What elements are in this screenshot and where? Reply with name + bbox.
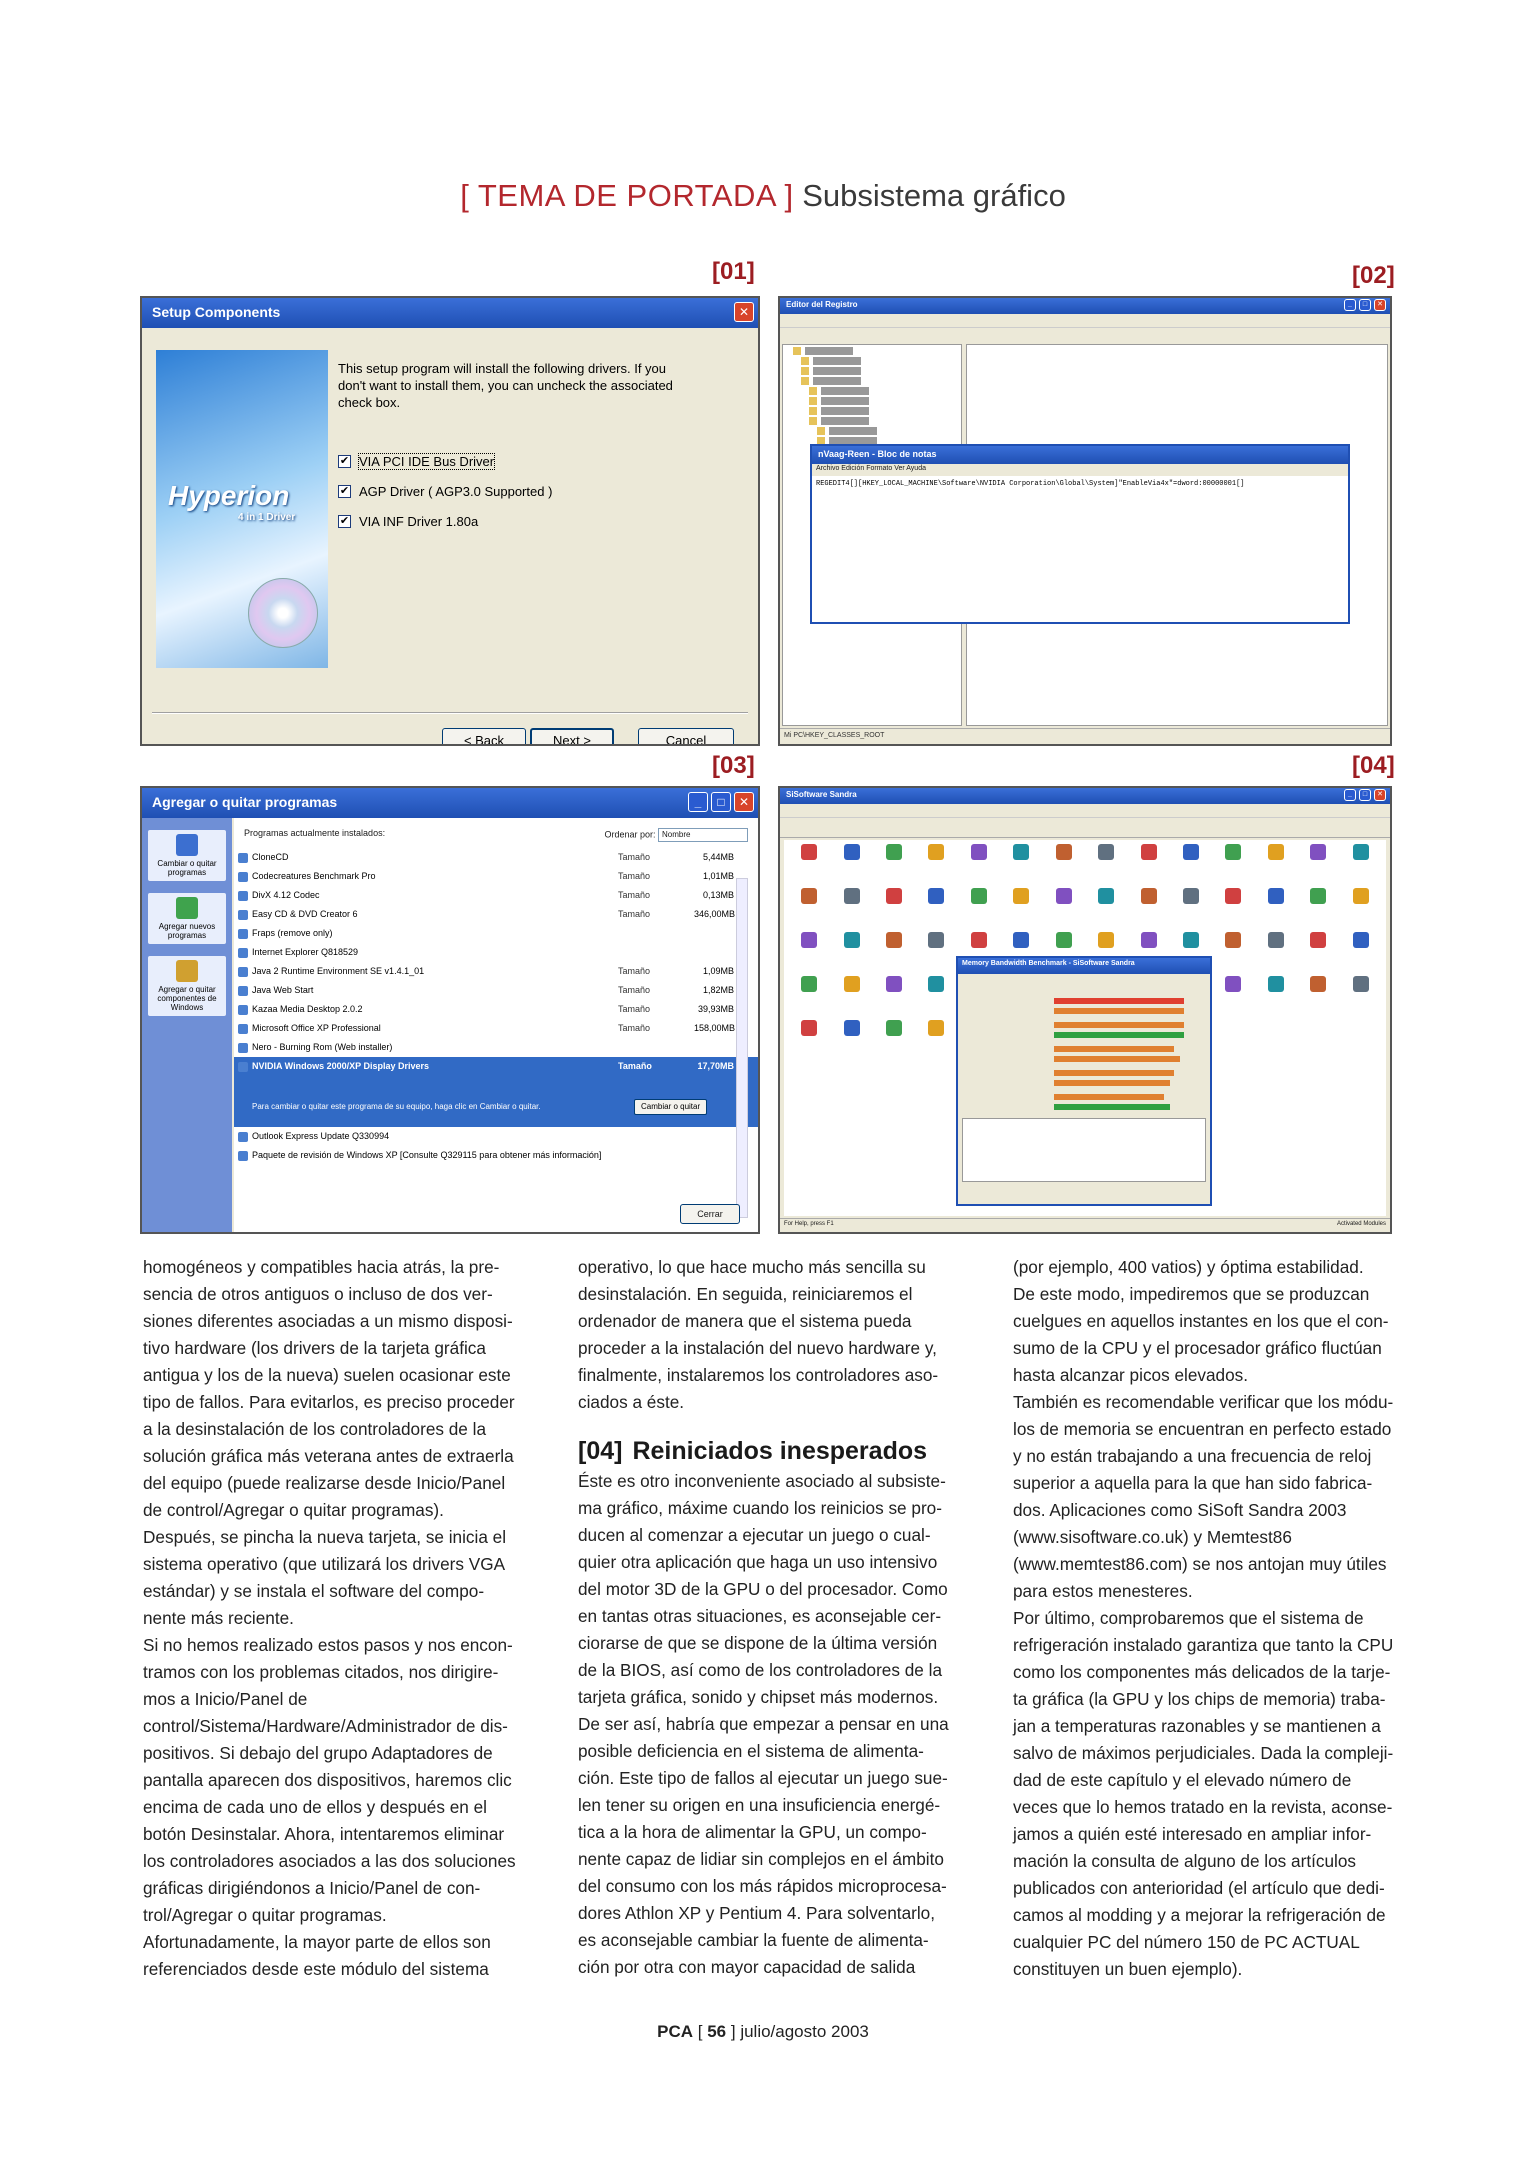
- cancel-button[interactable]: Cancel: [638, 728, 734, 746]
- text-line: jamos a quién esté interesado en ampliar infor-: [1013, 1824, 1372, 1844]
- text-line: encima de cada uno de ellos y después en el: [143, 1797, 487, 1817]
- module-icon[interactable]: [788, 976, 830, 1020]
- size-label: Tamaño: [618, 852, 651, 862]
- magazine-name: PCA: [657, 2022, 694, 2041]
- module-icon[interactable]: [1170, 888, 1212, 932]
- text-line: salvo de máximos perjudiciales. Dada la compleji-: [1013, 1743, 1394, 1763]
- program-row[interactable]: [234, 905, 758, 924]
- program-row[interactable]: [234, 1000, 758, 1019]
- size-value: 158,00MB: [694, 1023, 736, 1033]
- text-line: proceder a la instalación del nuevo hardware y,: [578, 1338, 937, 1358]
- text-line: ma gráfico, máxime cuando los reinicios se pro-: [578, 1498, 942, 1518]
- installed-programs-label: Programas actualmente instalados:: [244, 828, 386, 838]
- module-icon[interactable]: [1212, 888, 1254, 932]
- program-row[interactable]: [234, 962, 758, 981]
- module-icon[interactable]: [830, 976, 872, 1020]
- program-icon: [238, 910, 248, 920]
- text-line: en tantas otras situaciones, es aconsejable cer-: [578, 1606, 942, 1626]
- module-icon[interactable]: [1170, 844, 1212, 888]
- figure-02-screenshot: [778, 296, 1392, 746]
- setup-title-bar: [142, 298, 758, 328]
- text-line: trol/Agregar o quitar programas.: [143, 1905, 387, 1925]
- checkbox-agp-driver[interactable]: ✔ AGP Driver ( AGP3.0 Supported ): [339, 484, 553, 499]
- text-line: constituyen un buen ejemplo).: [1013, 1959, 1243, 1979]
- size-value: 39,93MB: [697, 1004, 734, 1014]
- text-line: referenciados desde este módulo del sistema: [143, 1959, 489, 1979]
- module-icon[interactable]: [1340, 932, 1382, 976]
- text-line: los de memoria se encuentran en perfecto estado: [1013, 1419, 1392, 1439]
- figure-04-screenshot: [778, 786, 1392, 1234]
- text-line: a la desinstalación de los controladores de la: [143, 1419, 487, 1439]
- text-line: También es recomendable verificar que los módu-: [1013, 1392, 1394, 1412]
- program-row[interactable]: [234, 924, 758, 943]
- size-value: 1,09MB: [702, 966, 734, 976]
- program-name: Java 2 Runtime Environment SE v1.4.1_01: [252, 966, 425, 976]
- text-line: De ser así, habría que empezar a pensar en una: [578, 1714, 949, 1734]
- text-line: veces que lo hemos tratado en la revista, aconse-: [1013, 1797, 1393, 1817]
- figure-label-03: [03]: [712, 752, 755, 779]
- figure-label-02: [02]: [1352, 262, 1395, 289]
- text-line: ciados a éste.: [578, 1392, 685, 1412]
- module-icon[interactable]: [1255, 844, 1297, 888]
- text-line: operativo, lo que hace mucho más sencilla su: [578, 1257, 926, 1277]
- cd-box-icon: [176, 834, 198, 856]
- task-change-remove[interactable]: Cambiar o quitar programas: [148, 830, 226, 881]
- text-line: Éste es otro inconveniente asociado al subsiste-: [578, 1471, 946, 1491]
- module-icon[interactable]: [830, 888, 872, 932]
- program-icon: [238, 929, 248, 939]
- close-button[interactable]: Cerrar: [680, 1204, 740, 1224]
- module-icon[interactable]: [873, 976, 915, 1020]
- text-line: y no están trabajando a una frecuencia de reloj: [1013, 1446, 1372, 1466]
- sort-dropdown[interactable]: Nombre: [658, 828, 748, 842]
- text-line: ta gráfica (la GPU y los chips de memoria) traba-: [1013, 1689, 1386, 1709]
- text-line: del motor 3D de la GPU o del procesador. Como: [578, 1579, 948, 1599]
- registry-status-bar: Mi PC\HKEY_CLASSES_ROOT: [780, 728, 1390, 744]
- notepad-content[interactable]: REGEDIT4[][HKEY_LOCAL_MACHINE\Software\NVIDIA Corporation\Global\System]"EnableVia4x"=dword:00000001[]: [816, 480, 1245, 488]
- text-line: (www.sisoftware.co.uk) y Memtest86: [1013, 1527, 1292, 1547]
- module-icon[interactable]: [1000, 888, 1042, 932]
- size-label: Tamaño: [618, 1023, 651, 1033]
- text-line: ción por otra con mayor capacidad de salida: [578, 1957, 916, 1977]
- program-name: Paquete de revisión de Windows XP [Consulte Q329115 para obtener más información]: [252, 1150, 602, 1160]
- program-icon: [238, 891, 248, 901]
- program-name: Fraps (remove only): [252, 928, 333, 938]
- text-line: del equipo (puede realizarse desde Inicio/Panel: [143, 1473, 506, 1493]
- program-name: DivX 4.12 Codec: [252, 890, 320, 900]
- program-icon: [238, 948, 248, 958]
- module-icon[interactable]: [1340, 976, 1382, 1020]
- text-line: finalmente, instalaremos los controladores aso-: [578, 1365, 939, 1385]
- text-line: estándar) y se instala el software del compo-: [143, 1581, 485, 1601]
- task-add-new[interactable]: Agregar nuevos programas: [148, 893, 226, 944]
- text-line: solución gráfica más veterana antes de extraerla: [143, 1446, 514, 1466]
- size-value: 1,01MB: [702, 871, 734, 881]
- size-label: Tamaño: [618, 966, 651, 976]
- selected-description: Para cambiar o quitar este programa de su equipo, haga clic en Cambiar o quitar.: [252, 1102, 541, 1111]
- size-value: 346,00MB: [694, 909, 736, 919]
- program-name: CloneCD: [252, 852, 289, 862]
- text-line: cuelgues en aquellos instantes en los que el con-: [1013, 1311, 1389, 1331]
- program-icon: [238, 986, 248, 996]
- checkbox-checked-icon[interactable]: ✔: [339, 485, 350, 497]
- text-line: sumo de la CPU y el procesador gráfico fluctúan: [1013, 1338, 1382, 1358]
- addremove-main: [234, 818, 758, 1232]
- setup-banner-image: [156, 350, 328, 668]
- text-line: control/Sistema/Hardware/Administrador de dis-: [143, 1716, 508, 1736]
- sandra-toolbar[interactable]: [780, 818, 1390, 838]
- text-line: gráficas dirigiéndonos a Inicio/Panel de con-: [143, 1878, 481, 1898]
- figure-01-screenshot: [140, 296, 760, 746]
- text-line: sencia de otros antiguos o incluso de dos ver-: [143, 1284, 493, 1304]
- program-icon: [238, 1024, 248, 1034]
- module-icon[interactable]: [830, 932, 872, 976]
- text-line: antigua y los de la nueva) suelen ocasionar este: [143, 1365, 511, 1385]
- program-icon: [238, 1062, 248, 1072]
- text-line: pantalla aparecen dos dispositivos, haremos clic: [143, 1770, 512, 1790]
- module-icon[interactable]: [958, 888, 1000, 932]
- text-line: Por último, comprobaremos que el sistema de: [1013, 1608, 1364, 1628]
- back-button[interactable]: < Back: [442, 728, 526, 746]
- module-icon[interactable]: [1340, 888, 1382, 932]
- registry-title-bar: Editor del Registro _ □ ✕: [780, 298, 1390, 314]
- text-line: desinstalación. En seguida, reiniciaremos el: [578, 1284, 913, 1304]
- size-value: 1,82MB: [702, 985, 734, 995]
- sandra-title-bar: SiSoftware Sandra _ □ ✕: [780, 788, 1390, 804]
- notepad-window: [810, 444, 1350, 624]
- setup-window-title: Setup Components: [152, 304, 281, 320]
- text-line: sistema operativo (que utilizará los drivers VGA: [143, 1554, 506, 1574]
- module-icon[interactable]: [1085, 888, 1127, 932]
- text-line: tarjeta gráfica, sonido y chipset más modernos.: [578, 1687, 939, 1707]
- program-icon: [238, 1005, 248, 1015]
- module-icon[interactable]: [1212, 932, 1254, 976]
- module-icon[interactable]: [788, 932, 830, 976]
- module-icon[interactable]: [1043, 844, 1085, 888]
- text-line: mos a Inicio/Panel de: [143, 1689, 308, 1709]
- sandra-menu-bar: [780, 804, 1390, 818]
- addremove-title-bar: Agregar o quitar programas _ □ ✕: [142, 788, 758, 818]
- program-icon: [238, 853, 248, 863]
- setup-intro-text: This setup program will install the following drivers. If you don't want to install them, you can uncheck the associated check box.: [338, 361, 673, 410]
- program-row[interactable]: [234, 886, 758, 905]
- program-name: Kazaa Media Desktop 2.0.2: [252, 1004, 363, 1014]
- text-line: nente más reciente.: [143, 1608, 294, 1628]
- text-line: (www.memtest86.com) se nos antojan muy útiles: [1013, 1554, 1387, 1574]
- benchmark-title: Memory Bandwidth Benchmark - SiSoftware Sandra: [958, 958, 1210, 974]
- add-program-icon: [176, 897, 198, 919]
- text-line: positivos. Si debajo del grupo Adaptadores de: [143, 1743, 493, 1763]
- program-row[interactable]: [234, 1057, 758, 1127]
- module-icon[interactable]: [1297, 844, 1339, 888]
- text-line: ordenador de manera que el sistema pueda: [578, 1311, 912, 1331]
- text-line: hasta alcanzar picos elevados.: [1013, 1365, 1249, 1385]
- text-line: de control/Agregar o quitar programas).: [143, 1500, 444, 1520]
- text-line: Si no hemos realizado estos pasos y nos encon-: [143, 1635, 513, 1655]
- text-line: tica a la hora de alimentar la GPU, un compo-: [578, 1822, 927, 1842]
- checkbox-via-inf[interactable]: ✔ VIA INF Driver 1.80a: [339, 514, 479, 529]
- page-header: [0, 178, 1526, 214]
- memory-benchmark-window: [956, 956, 1212, 1206]
- text-line: tipo de fallos. Para evitarlos, es preciso proceder: [143, 1392, 515, 1412]
- section-heading-04: [04] Reiniciados inesperados: [578, 1437, 928, 1465]
- text-line: publicados con anterioridad (el artículo que dedi-: [1013, 1878, 1385, 1898]
- figure-label-01: [01]: [712, 258, 755, 285]
- program-icon: [238, 1043, 248, 1053]
- module-icon[interactable]: [1127, 888, 1169, 932]
- size-label: Tamaño: [618, 1004, 651, 1014]
- text-line: homogéneos y compatibles hacia atrás, la pre-: [143, 1257, 500, 1277]
- program-row[interactable]: [234, 867, 758, 886]
- close-icon[interactable]: ✕: [1374, 789, 1386, 801]
- program-name: Internet Explorer Q818529: [252, 947, 359, 957]
- program-row[interactable]: [234, 848, 758, 867]
- sandra-status-bar: For Help, press F1 Activated Modules: [780, 1218, 1390, 1232]
- figure-03-screenshot: [140, 786, 760, 1234]
- module-icon[interactable]: [958, 844, 1000, 888]
- program-row[interactable]: [234, 943, 758, 962]
- text-column-2: [578, 1254, 966, 1981]
- text-line: del consumo con los más rápidos microprocesa-: [578, 1876, 947, 1896]
- section-subtitle: Subsistema gráfico: [802, 178, 1066, 213]
- program-row[interactable]: [234, 981, 758, 1000]
- text-line: refrigeración instalado garantiza que tanto la CPU: [1013, 1635, 1394, 1655]
- text-line: los controladores asociados a las dos soluciones: [143, 1851, 516, 1871]
- module-icon[interactable]: [873, 844, 915, 888]
- text-line: jan a temperaturas razonables y se mantienen a: [1013, 1716, 1381, 1736]
- text-line: cualquier PC del número 150 de PC ACTUAL: [1013, 1932, 1360, 1952]
- module-icon[interactable]: [1255, 932, 1297, 976]
- windows-components-icon: [176, 960, 198, 982]
- scrollbar[interactable]: [736, 878, 748, 1218]
- setup-body: [142, 328, 758, 744]
- program-icon: [238, 967, 248, 977]
- program-row[interactable]: [234, 1019, 758, 1038]
- addremove-window-title: Agregar o quitar programas: [152, 794, 338, 810]
- text-line: de la BIOS, así como de los controladores de la: [578, 1660, 943, 1680]
- section-name: [ TEMA DE PORTADA ]: [460, 178, 794, 213]
- program-name: NVIDIA Windows 2000/XP Display Drivers: [252, 1061, 429, 1071]
- module-icon[interactable]: [788, 888, 830, 932]
- size-label: Tamaño: [618, 871, 651, 881]
- size-value: 5,44MB: [702, 852, 734, 862]
- program-name: Java Web Start: [252, 985, 314, 995]
- text-line: De este modo, impediremos que se produzcan: [1013, 1284, 1370, 1304]
- module-icon[interactable]: [788, 844, 830, 888]
- text-line: posible deficiencia en el sistema de alimenta-: [578, 1741, 924, 1761]
- text-line: Afortunadamente, la mayor parte de ellos son: [143, 1932, 491, 1952]
- program-list[interactable]: [234, 848, 758, 1165]
- module-icon[interactable]: [1127, 844, 1169, 888]
- registry-window-title: Editor del Registro: [786, 300, 858, 309]
- module-icon[interactable]: [1297, 932, 1339, 976]
- registry-menu-bar: [780, 314, 1390, 328]
- size-label: Tamaño: [618, 890, 651, 900]
- checkbox-checked-icon[interactable]: ✔: [339, 455, 350, 467]
- program-row[interactable]: [234, 1127, 758, 1146]
- sort-label: Ordenar por:: [604, 829, 656, 840]
- module-icon[interactable]: [873, 888, 915, 932]
- text-line: nente capaz de lidiar sin complejos en el ámbito: [578, 1849, 944, 1869]
- text-line: Después, se pincha la nueva tarjeta, se inicia el: [143, 1527, 507, 1547]
- module-icon[interactable]: [1212, 976, 1254, 1020]
- module-icon[interactable]: [915, 888, 957, 932]
- module-icon[interactable]: [1255, 976, 1297, 1020]
- module-icon[interactable]: [915, 1020, 957, 1064]
- text-line: (por ejemplo, 400 vatios) y óptima estabilidad.: [1013, 1257, 1364, 1277]
- module-icon[interactable]: [1043, 888, 1085, 932]
- module-icon[interactable]: [1297, 976, 1339, 1020]
- program-icon: [238, 1132, 248, 1142]
- text-line: superior a aquella para la que han sido fabrica-: [1013, 1473, 1373, 1493]
- module-icon[interactable]: [1297, 888, 1339, 932]
- figure-label-04: [04]: [1352, 752, 1395, 779]
- module-icon[interactable]: [915, 976, 957, 1020]
- module-icon[interactable]: [830, 844, 872, 888]
- size-label: Tamaño: [618, 985, 651, 995]
- size-value: 17,70MB: [697, 1061, 734, 1071]
- addremove-task-pane: [142, 818, 232, 1232]
- module-icon[interactable]: [1085, 844, 1127, 888]
- change-remove-button[interactable]: Cambiar o quitar: [634, 1099, 707, 1115]
- program-name: Nero - Burning Rom (Web installer): [252, 1042, 393, 1052]
- program-row[interactable]: [234, 1146, 758, 1165]
- sandra-window-title: SiSoftware Sandra: [786, 790, 857, 799]
- notepad-menu: Archivo Edición Formato Ver Ayuda: [812, 464, 1348, 476]
- module-icon[interactable]: [1000, 844, 1042, 888]
- text-line: len tener su origen en una insuficiencia energé-: [578, 1795, 941, 1815]
- size-value: 0,13MB: [702, 890, 734, 900]
- issue-date: julio/agosto 2003: [740, 2022, 869, 2041]
- checkbox-via-pci-ide[interactable]: ✔ VIA PCI IDE Bus Driver: [339, 454, 495, 469]
- close-icon[interactable]: ✕: [734, 302, 754, 322]
- text-line: dos. Aplicaciones como SiSoft Sandra 2003: [1013, 1500, 1347, 1520]
- program-name: Easy CD & DVD Creator 6: [252, 909, 358, 919]
- text-line: tramos con los problemas citados, nos dirigire-: [143, 1662, 499, 1682]
- text-line: es aconsejable cambiar la fuente de alimenta-: [578, 1930, 929, 1950]
- text-line: dad de este capítulo y el elevado número de: [1013, 1770, 1352, 1790]
- text-column-3: [1013, 1254, 1401, 1983]
- next-button[interactable]: Next >: [530, 728, 614, 746]
- close-icon[interactable]: ✕: [734, 792, 754, 812]
- text-line: ducen al comenzar a ejecutar un juego o cual-: [578, 1525, 931, 1545]
- text-line: dores Athlon XP y Pentium 4. Para solventarlo,: [578, 1903, 936, 1923]
- program-name: Codecreatures Benchmark Pro: [252, 871, 376, 881]
- module-icon[interactable]: [873, 932, 915, 976]
- module-icon[interactable]: [915, 932, 957, 976]
- text-line: camos al modding y a mejorar la refrigeración de: [1013, 1905, 1386, 1925]
- size-label: Tamaño: [618, 1061, 652, 1071]
- page-number: 56: [707, 2022, 727, 2041]
- text-line: ción. Este tipo de fallos al ejecutar un juego sue-: [578, 1768, 948, 1788]
- text-line: ciorarse de que se dispone de la última versión: [578, 1633, 938, 1653]
- text-line: botón Desinstalar. Ahora, intentaremos eliminar: [143, 1824, 505, 1844]
- cd-disc-icon: [248, 578, 318, 648]
- hyperion-logo: Hyperion 4 in 1 Driver: [168, 480, 296, 523]
- text-line: para estos menesteres.: [1013, 1581, 1193, 1601]
- program-row[interactable]: [234, 1038, 758, 1057]
- divider: [152, 712, 748, 714]
- module-icon[interactable]: [1340, 844, 1382, 888]
- program-icon: [238, 872, 248, 882]
- module-icon[interactable]: [873, 1020, 915, 1064]
- text-line: mación la consulta de alguno de los artículos: [1013, 1851, 1357, 1871]
- module-icon[interactable]: [830, 1020, 872, 1064]
- notepad-title: nVaag-Reen - Bloc de notas: [812, 446, 1348, 464]
- text-column-1: [143, 1254, 531, 1983]
- size-label: Tamaño: [618, 909, 651, 919]
- program-name: Outlook Express Update Q330994: [252, 1131, 390, 1141]
- text-line: como los componentes más delicados de la tarje-: [1013, 1662, 1391, 1682]
- module-icon[interactable]: [915, 844, 957, 888]
- checkbox-checked-icon[interactable]: ✔: [339, 515, 350, 527]
- task-windows-components[interactable]: Agregar o quitar componentes de Windows: [148, 956, 226, 1016]
- text-line: tivo hardware (los drivers de la tarjeta gráfica: [143, 1338, 486, 1358]
- page-footer: PCA [ 56 ] julio/agosto 2003: [657, 2022, 869, 2041]
- module-icon[interactable]: [788, 1020, 830, 1064]
- program-name: Microsoft Office XP Professional: [252, 1023, 381, 1033]
- module-icon[interactable]: [1255, 888, 1297, 932]
- text-line: siones diferentes asociadas a un mismo disposi-: [143, 1311, 513, 1331]
- program-icon: [238, 1151, 248, 1161]
- module-icon[interactable]: [1212, 844, 1254, 888]
- text-line: quier otra aplicación que haga un uso intensivo: [578, 1552, 938, 1572]
- close-icon[interactable]: ✕: [1374, 299, 1386, 311]
